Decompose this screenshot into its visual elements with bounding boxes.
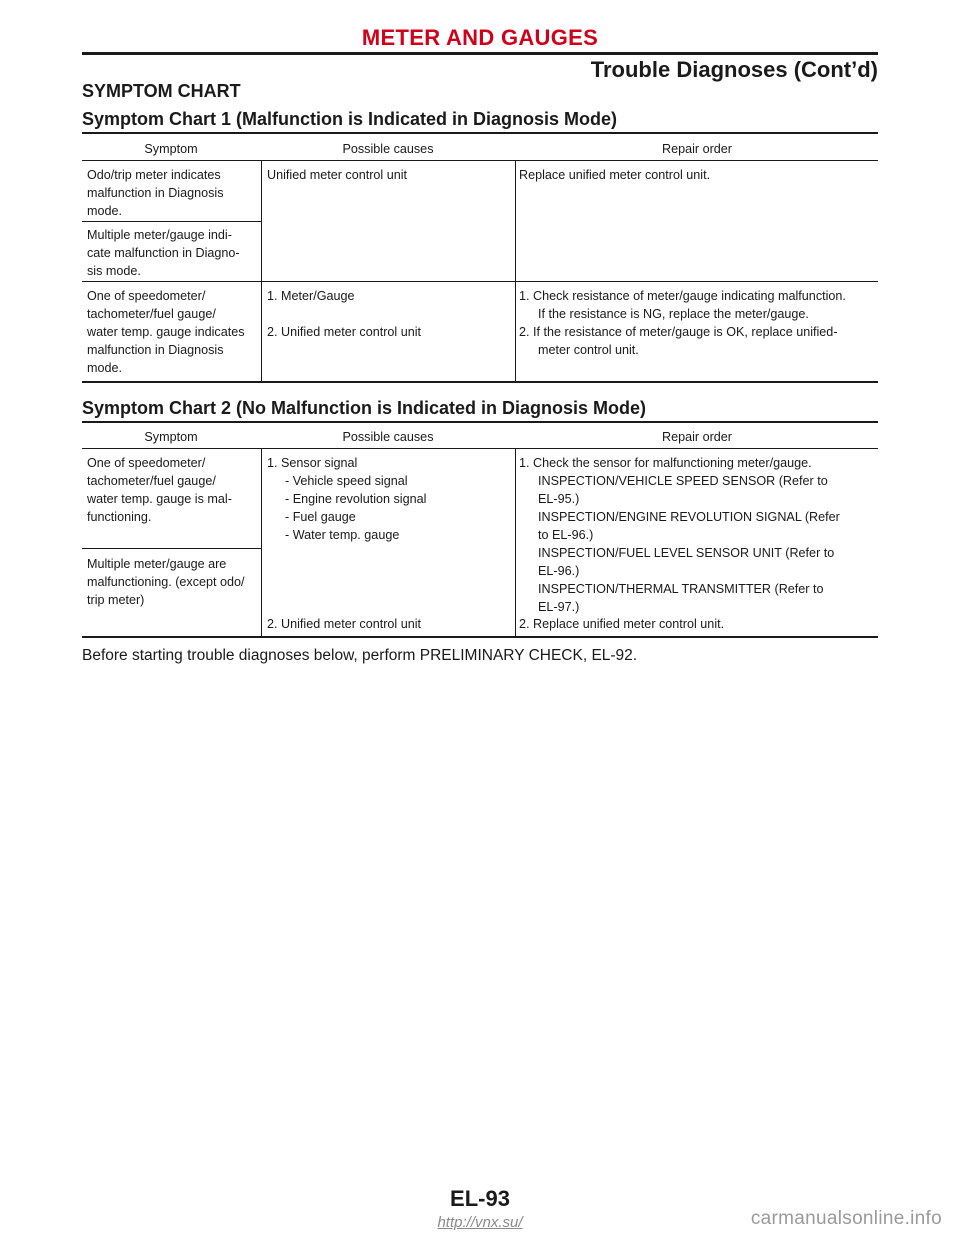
chart2-col-divider [261,449,262,636]
page-header-title: Trouble Diagnoses (Cont’d) [590,57,878,82]
chart1-row1-symptom-a: Odo/trip meter indicates malfunction in Diagnosis mode. [87,168,224,218]
chart1-row2-repair-2-detail: meter control unit. [538,343,639,357]
chart1-row2-repair-1: 1. Check resistance of meter/gauge indicating malfunction. [519,289,846,303]
chart2-header-repair: Repair order [662,430,732,444]
chart2-header-rule [82,448,878,449]
chart1-row2-cause-2: 2. Unified meter control unit [267,325,421,339]
chart1-row2-repair-2: 2. If the resistance of meter/gauge is OK, replace unified- [519,325,838,339]
chart2-symptom-divider [82,548,261,549]
chart1-row2-cause-1: 1. Meter/Gauge [267,289,355,303]
chart1-title: Symptom Chart 1 (Malfunction is Indicated in Diagnosis Mode) [82,109,618,129]
chart1-col-divider [515,161,516,381]
chart1-row2-repair-1-detail: If the resistance is NG, replace the meter/gauge. [538,307,809,321]
chart2-repair-2: 2. Replace unified meter control unit. [519,617,725,631]
chart2-header-symptom: Symptom [144,430,198,444]
chart1-header-rule [82,160,878,161]
chart2-symptom-a: One of speedometer/ tachometer/fuel gauge/ water temp. gauge is mal- functioning. [87,456,232,524]
chart2-col-divider [515,449,516,636]
chart1-row1-cause: Unified meter control unit [267,168,407,182]
section-header: METER AND GAUGES [361,25,599,50]
chart1-row1-symptom-divider [82,221,261,222]
chart2-title: Symptom Chart 2 (No Malfunction is Indicated in Diagnosis Mode) [82,398,647,418]
chart1-top-rule [82,132,878,134]
chart1-header-symptom: Symptom [144,142,198,156]
footer-link[interactable]: http://vnx.su/ [437,1214,523,1231]
preliminary-check-note: Before starting trouble diagnoses below, perform PRELIMINARY CHECK, EL-92. [82,647,638,664]
chart2-top-rule [82,421,878,423]
chart2-bottom-rule [82,636,878,638]
chart2-header-causes: Possible causes [342,430,434,444]
watermark: carmanualsonline.info [750,1208,942,1229]
chart1-bottom-rule [82,381,878,383]
chart2-cause-1-items: - Vehicle speed signal - Engine revolution signal - Fuel gauge - Water temp. gauge [285,474,427,542]
section-title: SYMPTOM CHART [82,81,241,101]
chart2-cause-1: 1. Sensor signal [267,456,358,470]
header-rule [82,52,878,55]
chart2-cause-2: 2. Unified meter control unit [267,617,421,631]
chart1-row1-symptom-b: Multiple meter/gauge indi- cate malfunction in Diagno- sis mode. [87,228,240,278]
chart1-row-rule [82,281,878,282]
chart2-symptom-b: Multiple meter/gauge are malfunctioning. (except odo/ trip meter) [87,557,245,607]
page-number: EL-93 [450,1186,510,1211]
chart1-header-repair: Repair order [662,142,732,156]
chart1-row2-symptom: One of speedometer/ tachometer/fuel gauge/ water temp. gauge indicates malfunction in Diagnosis mode. [87,289,245,375]
chart1-header-causes: Possible causes [342,142,434,156]
chart1-row1-repair: Replace unified meter control unit. [519,168,711,182]
chart2-repair-1-items: INSPECTION/VEHICLE SPEED SENSOR (Refer to EL-95.) INSPECTION/ENGINE REVOLUTION SIGNAL (Refer to EL-96.) INSPECTION/FUEL LEVEL SENSOR UNIT (Refer to EL-96.) INSPECTION/THERMAL TRANSMITTER (Refer to EL-97.) [538,474,840,614]
chart1-col-divider [261,161,262,381]
chart2-repair-1: 1. Check the sensor for malfunctioning meter/gauge. [519,456,812,470]
